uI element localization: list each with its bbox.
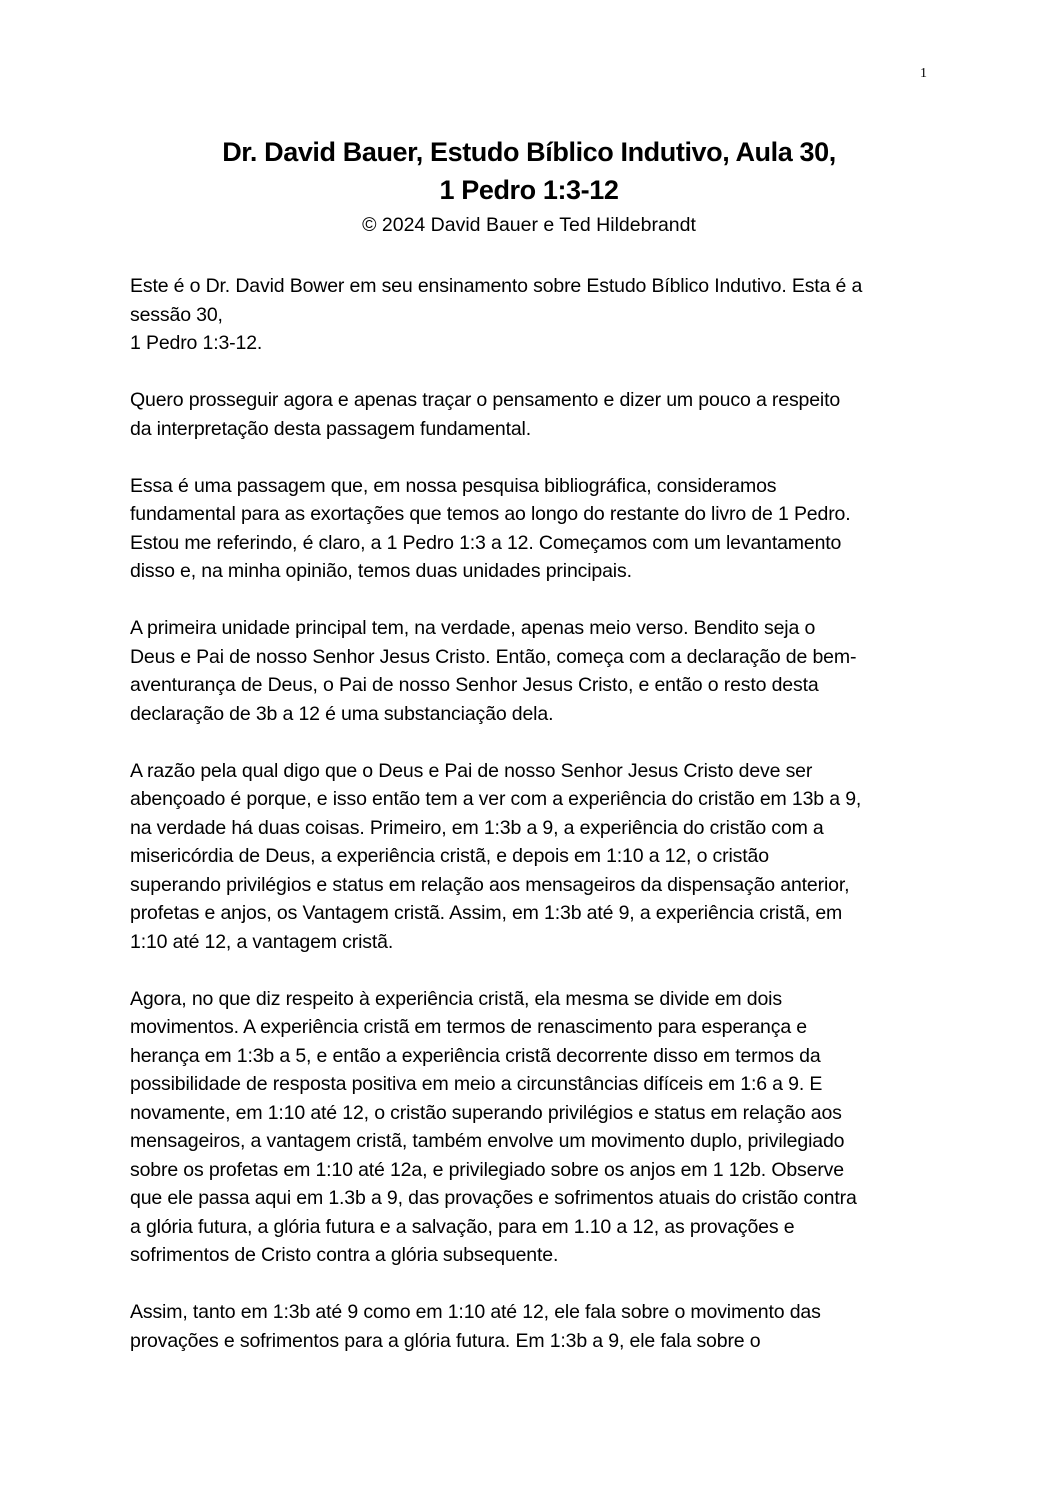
paragraph-line: provações e sofrimentos para a glória futura. Em 1:3b a 9, ele fala sobre o [130, 1329, 761, 1352]
paragraph-line: Deus e Pai de nosso Senhor Jesus Cristo. Então, começa com a declaração de bem- [130, 645, 857, 668]
paragraph-line: Assim, tanto em 1:3b até 9 como em 1:10 até 12, ele fala sobre o movimento das [130, 1301, 821, 1323]
paragraph-line: na verdade há duas coisas. Primeiro, em 1:3b a 9, a experiência do cristão com a [130, 816, 824, 839]
page-number: 1 [920, 66, 927, 81]
paragraph [130, 272, 930, 358]
paragraph-line: Este é o Dr. David Bower em seu ensinamento sobre Estudo Bíblico Indutivo. Esta é a [130, 275, 863, 297]
paragraph-line: declaração de 3b a 12 é uma substanciação dela. [130, 702, 554, 725]
paragraph-line: Quero prosseguir agora e apenas traçar o pensamento e dizer um pouco a respeito [130, 389, 841, 411]
paragraph-line: herança em 1:3b a 5, e então a experiência cristã decorrente disso em termos da [130, 1044, 821, 1067]
paragraph [130, 1298, 930, 1355]
paragraph-line: disso e, na minha opinião, temos duas unidades principais. [130, 560, 632, 582]
paragraph-line: profetas e anjos, os Vantagem cristã. Assim, em 1:3b até 9, a experiência cristã, em [130, 902, 843, 924]
paragraph-line: 1 Pedro 1:3-12. [130, 332, 263, 354]
paragraph-line: Agora, no que diz respeito à experiência cristã, ela mesma se divide em dois [130, 987, 782, 1010]
paragraph-line: abençoado é porque, e isso então tem a ver com a experiência do cristão em 13b a 9, [130, 788, 862, 810]
paragraph-line: fundamental para as exortações que temos ao longo do restante do livro de 1 Pedro. [130, 503, 851, 525]
paragraph-line: novamente, em 1:10 até 12, o cristão superando privilégios e status em relação aos [130, 1101, 842, 1124]
paragraph [130, 614, 930, 728]
paragraph [130, 472, 930, 586]
paragraph-line: sofrimentos de Cristo contra a glória subsequente. [130, 1244, 559, 1266]
paragraph-line: aventurança de Deus, o Pai de nosso Senhor Jesus Cristo, e então o resto desta [130, 674, 819, 696]
paragraph-line: mensageiros, a vantagem cristã, também envolve um movimento duplo, privilegiado [130, 1130, 845, 1152]
paragraph-line: A primeira unidade principal tem, na verdade, apenas meio verso. Bendito seja o [130, 617, 816, 639]
paragraph [130, 386, 930, 443]
paragraph-line: 1:10 até 12, a vantagem cristã. [130, 930, 394, 953]
paragraph-line: sessão 30, [130, 303, 223, 326]
document-title-line-2: 1 Pedro 1:3-12 [439, 175, 619, 205]
paragraph-line: da interpretação desta passagem fundamental. [130, 417, 531, 440]
paragraph-line: Essa é uma passagem que, em nossa pesquisa bibliográfica, consideramos [130, 474, 777, 497]
paragraph [130, 757, 930, 957]
paragraph [130, 985, 930, 1270]
paragraph-line: a glória futura, a glória futura e a salvação, para em 1.10 a 12, as provações e [130, 1215, 795, 1238]
paragraph-line: movimentos. A experiência cristã em termos de renascimento para esperança e [130, 1016, 808, 1038]
paragraph-line: superando privilégios e status em relação aos mensageiros da dispensação anterior, [130, 873, 850, 896]
copyright-notice: © 2024 David Bauer e Ted Hildebrandt [362, 214, 696, 236]
paragraph-line: Estou me referindo, é claro, a 1 Pedro 1:3 a 12. Começamos com um levantamento [130, 531, 842, 554]
document-title-line-1: Dr. David Bauer, Estudo Bíblico Indutivo, Aula 30, [222, 137, 836, 167]
paragraph-line: A razão pela qual digo que o Deus e Pai de nosso Senhor Jesus Cristo deve ser [130, 759, 813, 782]
paragraph-line: que ele passa aqui em 1.3b a 9, das provações e sofrimentos atuais do cristão contra [130, 1187, 857, 1209]
paragraph-line: possibilidade de resposta positiva em meio a circunstâncias difíceis em 1:6 a 9. E [130, 1073, 823, 1095]
document-body [130, 272, 930, 1384]
paragraph-line: sobre os profetas em 1:10 até 12a, e privilegiado sobre os anjos em 1 12b. Observe [130, 1158, 844, 1181]
paragraph-line: misericórdia de Deus, a experiência cristã, e depois em 1:10 a 12, o cristão [130, 845, 769, 867]
document-header [0, 133, 1058, 239]
